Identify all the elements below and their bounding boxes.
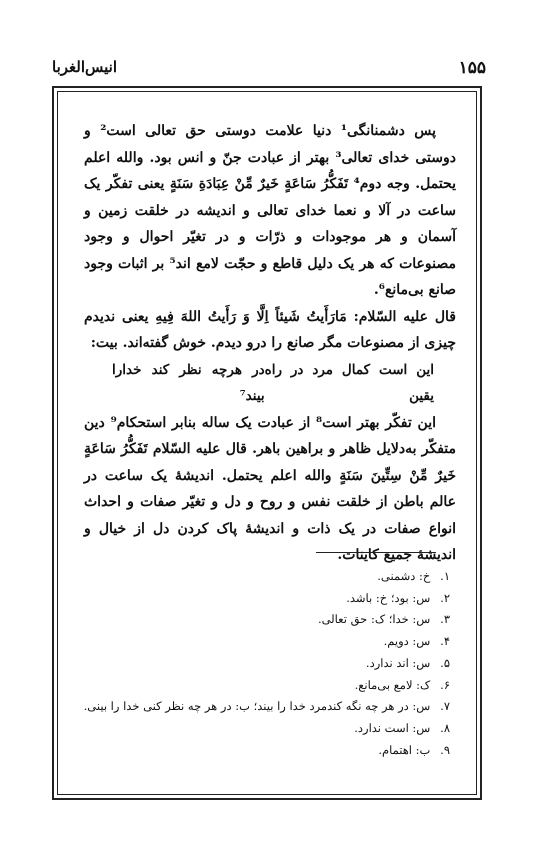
page-header xyxy=(52,54,486,80)
footnote-text: خ: دشمنی. xyxy=(377,569,431,583)
footnote-text: س: خدا؛ ک: حق تعالی. xyxy=(317,612,431,627)
paragraph: پس دشمنانگی¹ دنیا علامت دوستی حق تعالی است² و دوستی خدای تعالی³ بهتر از عبادت جنّ و انس بود. والله اعلم یحتمل. وجه دوم⁴ تَفَکُّرُ سَاعَةٍ خَیرٌ مِّنْ عِبَادَةِ سَنَةٍ یعنی تفکّر یک ساعت در آلا و نعما خدای تعالی و اندیشه در خلقت زمین و آسمان و هر موجودات و ذرّات و در تغیّر احوال و وجود مصنوعات که هر یک دلیل قاطع و حجّت لامع اند⁵ بر اثبات وجود صانع بی‌مانع⁶. xyxy=(84,123,456,298)
footnote xyxy=(90,740,450,762)
footnote-text: ک: لامع بی‌مانع. xyxy=(354,677,431,692)
verse-hemistich-left: در هرچه نظر کند خدارا بیند⁷ xyxy=(112,361,265,404)
footnote-number: ۹. xyxy=(440,742,450,757)
footnote-text: س: دویم. xyxy=(383,634,431,649)
footnote xyxy=(83,696,450,718)
footnote-text: ب: اهتمام. xyxy=(378,742,431,757)
footnote-number: ۲. xyxy=(440,590,450,605)
verse-line xyxy=(84,357,456,410)
footnote-separator xyxy=(316,552,436,553)
paragraph: این تفکّر بهتر است⁸ از عبادت یک ساله بنابر استحکام⁹ دین متفکّر به‌دلایل ظاهر و براهین باهر. قال علیه السّلام تَفَکُّرُ سَاعَةٍ خَیرٌ مِّنْ سِتِّینَ سَنَةٍ والله اعلم یحتمل. اندیشهٔ یک ساعت در عالم باطن از خلقت نفس و روح و دل و تغیّر صفات و احداث انواع صفات در یک ذات و اندیشهٔ پاک کردن دل از خیال و اندیشهٔ جمیع کاینات. xyxy=(84,414,456,563)
footnote xyxy=(90,675,450,697)
footnote-text: س: بود؛ خ: باشد. xyxy=(346,590,431,605)
footnote xyxy=(90,566,450,588)
paragraph: قال علیه السّلام: مَارَأَیتُ شَیئاً اِلَّا وَ رَأَیتُ اللهَ فِیهِ یعنی ندیدم چیزی از مصنوعات مگر صانع را درو دیدم. خوش گفته‌اند. بیت: xyxy=(84,308,456,351)
footnote-number: ۸. xyxy=(440,720,450,735)
footnote xyxy=(90,631,450,653)
footnote-number: ۳. xyxy=(440,612,450,627)
footnote-number: ۱. xyxy=(440,569,450,583)
main-text xyxy=(84,118,456,569)
running-title: انیس‌الغربا xyxy=(52,58,117,76)
verse-hemistich-right: این است کمال مرد در راه یقین xyxy=(264,361,434,404)
footnote-text: س: اند ندارد. xyxy=(365,655,431,670)
page-number: ۱۵۵ xyxy=(458,58,486,78)
footnotes xyxy=(83,566,450,761)
footnote-number: ۴. xyxy=(440,634,450,649)
footnote xyxy=(90,588,450,610)
footnote-text: س: است ندارد. xyxy=(354,720,431,735)
footnote-number: ۵. xyxy=(440,655,450,670)
footnote-number: ۶. xyxy=(440,677,450,692)
footnote xyxy=(90,718,450,740)
footnote-number: ۷. xyxy=(440,699,450,714)
footnote xyxy=(90,609,450,631)
footnote-text: س: در هر چه نگه کندمرد خدا را بیند؛ ب: در هر چه نظر کنی خدا را بینی. xyxy=(83,699,431,714)
footnote xyxy=(90,653,450,675)
